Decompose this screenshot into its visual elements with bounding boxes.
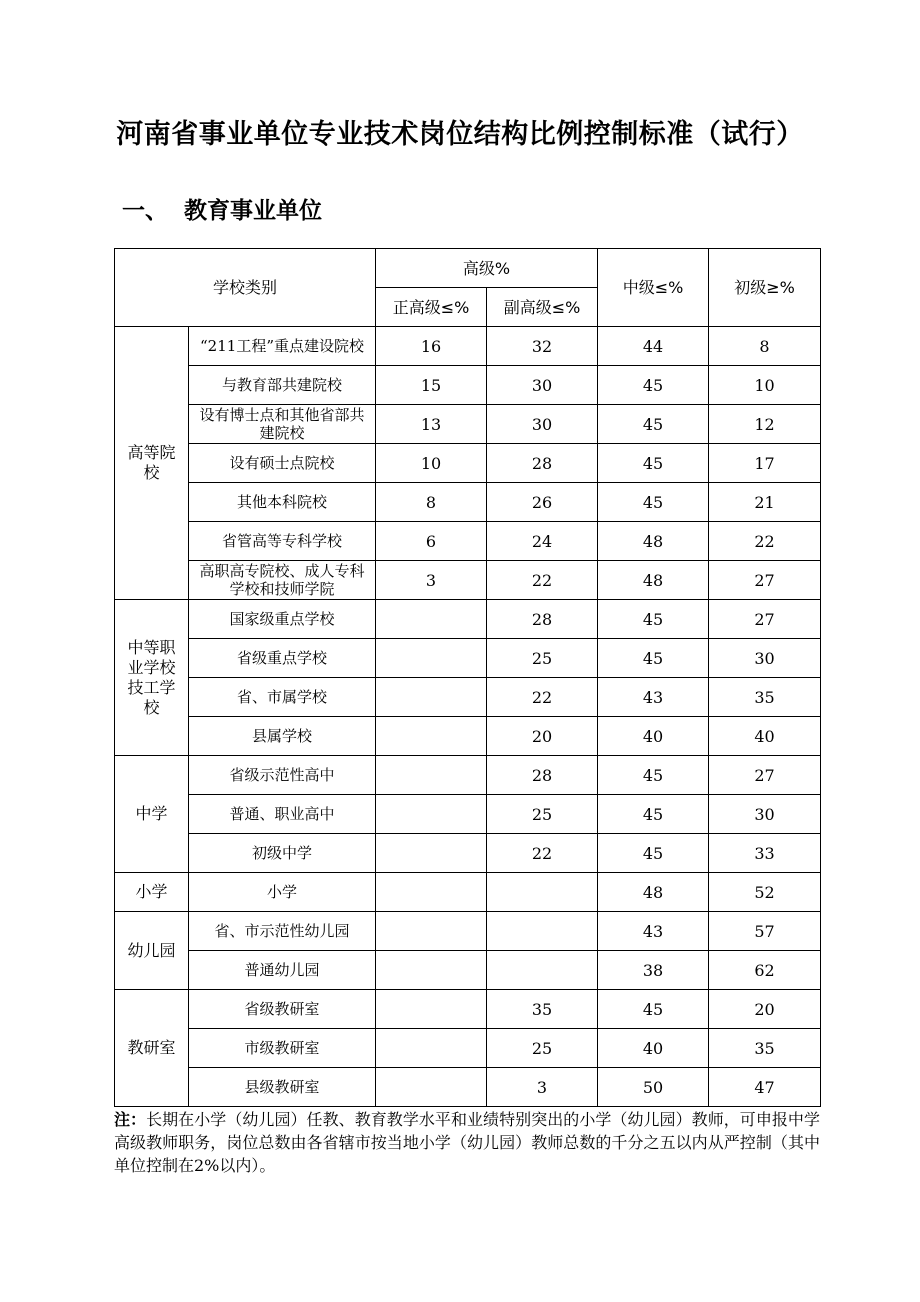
full-senior-cell: 3 — [376, 561, 487, 600]
category-cell — [115, 873, 189, 912]
footnote-label: 注： — [114, 1110, 147, 1129]
school-type-label: 省级教研室 — [244, 1000, 320, 1018]
header-junior: 初级≥% — [709, 249, 821, 327]
school-type-label: 其他本科院校 — [236, 493, 327, 511]
table-row — [115, 834, 821, 873]
document-title: 河南省事业单位专业技术岗位结构比例控制标准（试行） — [116, 119, 804, 150]
category-cell — [115, 912, 189, 990]
category-cell — [115, 327, 189, 600]
school-type-label: 省级重点学校 — [236, 649, 327, 667]
intermediate-cell: 44 — [598, 327, 709, 366]
intermediate-cell: 45 — [598, 600, 709, 639]
deputy-senior-cell: 22 — [487, 834, 598, 873]
junior-cell: 62 — [709, 951, 821, 990]
junior-cell: 10 — [709, 366, 821, 405]
deputy-senior-cell: 28 — [487, 444, 598, 483]
ratio-table — [114, 248, 821, 1107]
deputy-senior-cell: 28 — [487, 756, 598, 795]
school-type-label: 县属学校 — [251, 727, 312, 745]
junior-cell: 40 — [709, 717, 821, 756]
school-type-label: 与教育部共建院校 — [221, 376, 342, 394]
school-type-cell — [189, 444, 376, 483]
full-senior-cell — [376, 717, 487, 756]
intermediate-cell: 40 — [598, 1029, 709, 1068]
school-type-label: 设有硕士点院校 — [229, 454, 335, 472]
school-type-label: 省级示范性高中 — [229, 766, 335, 784]
table-row — [115, 1029, 821, 1068]
table-row — [115, 990, 821, 1029]
school-type-label: 省、市示范性幼儿园 — [214, 922, 350, 940]
category-cell — [115, 600, 189, 756]
school-type-cell — [189, 834, 376, 873]
school-type-cell — [189, 1029, 376, 1068]
header-intermediate: 中级≤% — [598, 249, 709, 327]
school-type-label: 省管高等专科学校 — [221, 532, 342, 550]
table-row — [115, 444, 821, 483]
school-type-cell — [189, 366, 376, 405]
deputy-senior-cell: 25 — [487, 795, 598, 834]
full-senior-cell — [376, 600, 487, 639]
junior-cell: 27 — [709, 600, 821, 639]
junior-cell: 35 — [709, 678, 821, 717]
junior-cell: 52 — [709, 873, 821, 912]
full-senior-cell: 6 — [376, 522, 487, 561]
section-heading — [122, 194, 322, 228]
section-title: 教育事业单位 — [184, 198, 322, 224]
deputy-senior-cell: 35 — [487, 990, 598, 1029]
school-type-label: “211工程”重点建设院校 — [200, 337, 364, 355]
deputy-senior-cell: 28 — [487, 600, 598, 639]
school-type-label: 小学 — [266, 883, 297, 901]
school-type-label: 设有博士点和其他省部共建院校 — [199, 406, 365, 442]
junior-cell: 20 — [709, 990, 821, 1029]
intermediate-cell: 45 — [598, 795, 709, 834]
header-full-senior: 正高级≤% — [376, 288, 487, 327]
category-label: 教研室 — [127, 1038, 176, 1057]
table-row — [115, 561, 821, 600]
intermediate-cell: 48 — [598, 561, 709, 600]
full-senior-cell — [376, 990, 487, 1029]
junior-cell: 21 — [709, 483, 821, 522]
school-type-label: 县级教研室 — [244, 1078, 320, 1096]
school-type-cell — [189, 678, 376, 717]
junior-cell: 12 — [709, 405, 821, 444]
school-type-cell — [189, 990, 376, 1029]
school-type-label: 国家级重点学校 — [229, 610, 335, 628]
full-senior-cell: 10 — [376, 444, 487, 483]
footnote-text: 长期在小学（幼儿园）任教、教育教学水平和业绩特别突出的小学（幼儿园）教师，可申报中学高级教师职务，岗位总数由各省辖市按当地小学（幼儿园）教师总数的千分之五以内从严控制（其中单位控制在2%以内）。 — [114, 1110, 820, 1175]
school-type-cell — [189, 600, 376, 639]
junior-cell: 8 — [709, 327, 821, 366]
footnote — [114, 1108, 820, 1177]
table-row — [115, 327, 821, 366]
table-row — [115, 795, 821, 834]
intermediate-cell: 45 — [598, 405, 709, 444]
full-senior-cell — [376, 951, 487, 990]
intermediate-cell: 43 — [598, 678, 709, 717]
junior-cell: 35 — [709, 1029, 821, 1068]
school-type-label: 市级教研室 — [244, 1039, 320, 1057]
full-senior-cell — [376, 1068, 487, 1107]
table-row — [115, 366, 821, 405]
school-type-label: 初级中学 — [251, 844, 312, 862]
table-row — [115, 873, 821, 912]
school-type-label: 普通、职业高中 — [229, 805, 335, 823]
intermediate-cell: 45 — [598, 639, 709, 678]
junior-cell: 30 — [709, 795, 821, 834]
full-senior-cell: 8 — [376, 483, 487, 522]
deputy-senior-cell: 20 — [487, 717, 598, 756]
school-type-cell — [189, 483, 376, 522]
junior-cell: 47 — [709, 1068, 821, 1107]
full-senior-cell — [376, 678, 487, 717]
school-type-cell — [189, 795, 376, 834]
deputy-senior-cell: 24 — [487, 522, 598, 561]
full-senior-cell — [376, 834, 487, 873]
category-cell — [115, 990, 189, 1107]
intermediate-cell: 50 — [598, 1068, 709, 1107]
full-senior-cell — [376, 756, 487, 795]
school-type-cell — [189, 873, 376, 912]
header-deputy-senior: 副高级≤% — [487, 288, 598, 327]
junior-cell: 27 — [709, 561, 821, 600]
school-type-cell — [189, 639, 376, 678]
intermediate-cell: 38 — [598, 951, 709, 990]
intermediate-cell: 45 — [598, 834, 709, 873]
deputy-senior-cell: 26 — [487, 483, 598, 522]
full-senior-cell: 15 — [376, 366, 487, 405]
table-row — [115, 522, 821, 561]
school-type-cell — [189, 561, 376, 600]
school-type-cell — [189, 405, 376, 444]
school-type-cell — [189, 1068, 376, 1107]
full-senior-cell — [376, 873, 487, 912]
intermediate-cell: 45 — [598, 366, 709, 405]
school-type-cell — [189, 327, 376, 366]
intermediate-cell: 40 — [598, 717, 709, 756]
table-row — [115, 912, 821, 951]
deputy-senior-cell — [487, 951, 598, 990]
header-senior: 高级% — [376, 249, 598, 288]
deputy-senior-cell: 22 — [487, 678, 598, 717]
junior-cell: 27 — [709, 756, 821, 795]
deputy-senior-cell — [487, 873, 598, 912]
school-type-cell — [189, 717, 376, 756]
full-senior-cell: 13 — [376, 405, 487, 444]
header-school-type: 学校类别 — [115, 249, 376, 327]
section-number: 一、 — [122, 198, 168, 224]
deputy-senior-cell: 3 — [487, 1068, 598, 1107]
school-type-cell — [189, 756, 376, 795]
junior-cell: 33 — [709, 834, 821, 873]
table-row — [115, 717, 821, 756]
category-label: 幼儿园 — [127, 940, 176, 960]
full-senior-cell — [376, 1029, 487, 1068]
table-row — [115, 951, 821, 990]
intermediate-cell: 45 — [598, 756, 709, 795]
category-cell — [115, 756, 189, 873]
deputy-senior-cell: 30 — [487, 405, 598, 444]
junior-cell: 17 — [709, 444, 821, 483]
category-label: 小学 — [135, 882, 168, 901]
table-row — [115, 756, 821, 795]
intermediate-cell: 45 — [598, 990, 709, 1029]
full-senior-cell: 16 — [376, 327, 487, 366]
junior-cell: 22 — [709, 522, 821, 561]
school-type-cell — [189, 951, 376, 990]
intermediate-cell: 45 — [598, 444, 709, 483]
deputy-senior-cell: 25 — [487, 1029, 598, 1068]
school-type-label: 普通幼儿园 — [244, 961, 320, 979]
table-row — [115, 483, 821, 522]
junior-cell: 57 — [709, 912, 821, 951]
table-row — [115, 405, 821, 444]
deputy-senior-cell: 25 — [487, 639, 598, 678]
school-type-cell — [189, 522, 376, 561]
school-type-label: 高职高专院校、成人专科学校和技师学院 — [199, 562, 365, 598]
deputy-senior-cell — [487, 912, 598, 951]
school-type-cell — [189, 912, 376, 951]
table-row — [115, 639, 821, 678]
table-row — [115, 600, 821, 639]
table-row — [115, 678, 821, 717]
deputy-senior-cell: 32 — [487, 327, 598, 366]
table-row — [115, 1068, 821, 1107]
intermediate-cell: 48 — [598, 522, 709, 561]
full-senior-cell — [376, 795, 487, 834]
deputy-senior-cell: 30 — [487, 366, 598, 405]
deputy-senior-cell: 22 — [487, 561, 598, 600]
category-label: 中学 — [135, 804, 168, 823]
category-label: 中等职业学校技工学校 — [127, 637, 176, 717]
full-senior-cell — [376, 912, 487, 951]
full-senior-cell — [376, 639, 487, 678]
header-row — [115, 249, 821, 288]
category-label: 高等院校 — [127, 443, 176, 482]
intermediate-cell: 48 — [598, 873, 709, 912]
intermediate-cell: 43 — [598, 912, 709, 951]
school-type-label: 省、市属学校 — [236, 688, 327, 706]
intermediate-cell: 45 — [598, 483, 709, 522]
junior-cell: 30 — [709, 639, 821, 678]
